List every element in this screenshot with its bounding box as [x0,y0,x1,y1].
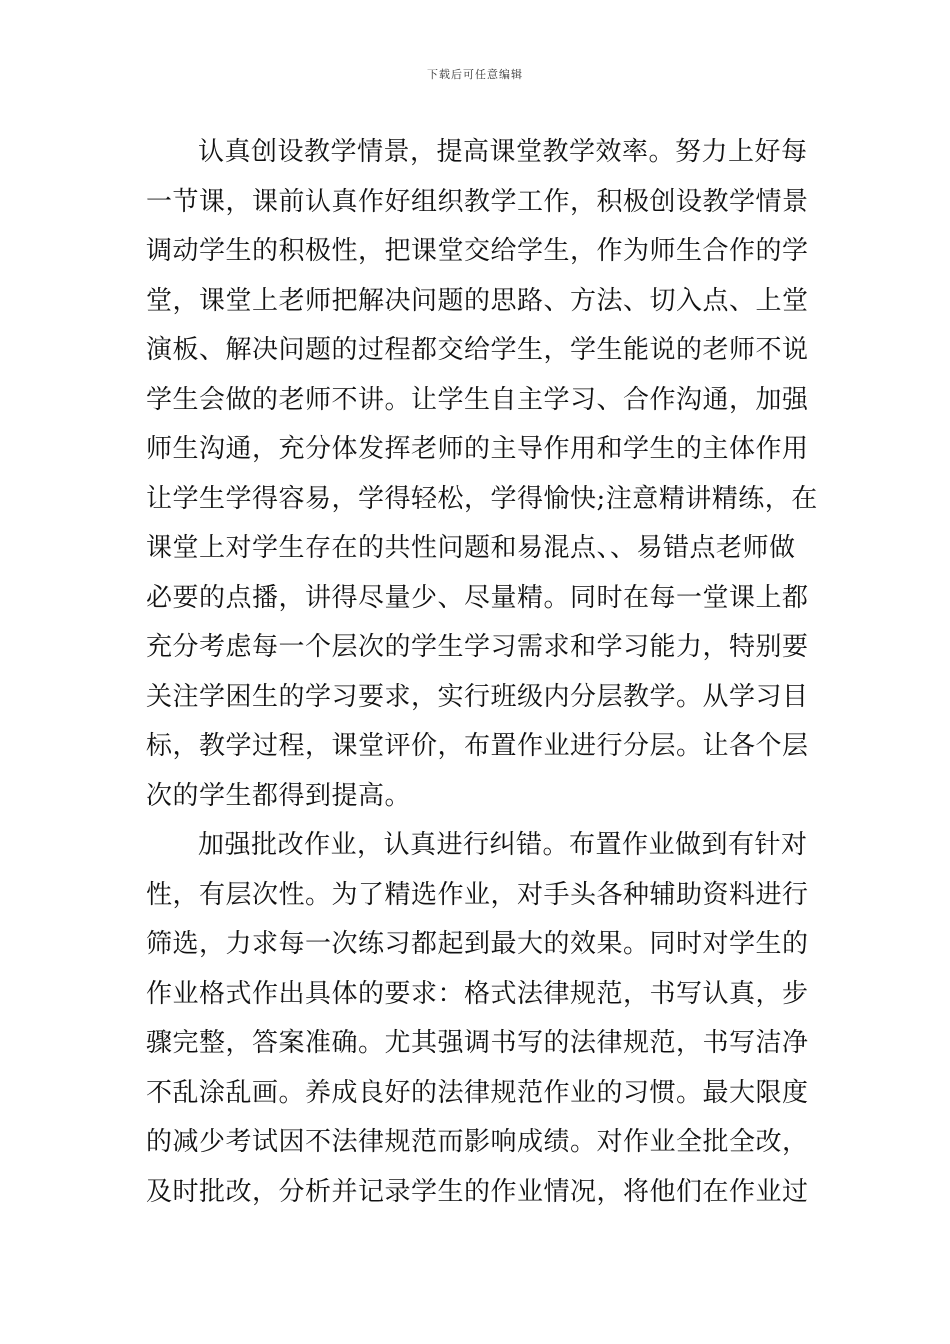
text-line: 作业格式作出具体的要求：格式法律规范，书写认真，步 [146,978,809,1009]
header-note: 下载后可任意编辑 [427,68,523,81]
text-line: 关注学困生的学习要求，实行班级内分层教学。从学习目 [146,681,809,712]
text-line: 必要的点播，讲得尽量少、尽量精。同时在每一堂课上都 [146,582,809,613]
text-line: 筛选，力求每一次练习都起到最大的效果。同时对学生的 [146,929,809,959]
text-line: 的减少考试因不法律规范而影响成绩。对作业全批全改， [146,1127,809,1157]
paragraph-1 [146,128,818,821]
paragraph-2 [146,821,810,1217]
text-line: 让学生学得容易，学得轻松，学得愉快;注意精讲精练，在 [146,483,818,514]
text-line: 师生沟通，充分体发挥老师的主导作用和学生的主体作用 [146,434,809,464]
text-line: 加强批改作业，认真进行纠错。布置作业做到有针对 [198,830,808,860]
text-line: 一节课，课前认真作好组织教学工作，积极创设教学情景 [146,186,809,217]
text-line: 充分考虑每一个层次的学生学习需求和学习能力，特别要 [146,632,809,662]
text-line: 不乱涂乱画。养成良好的法律规范作业的习惯。最大限度 [146,1077,809,1108]
text-line: 学生会做的老师不讲。让学生自主学习、合作沟通，加强 [146,384,809,415]
text-line: 标，教学过程，课堂评价，布置作业进行分层。让各个层 [146,731,809,761]
text-line: 及时批改，分析并记录学生的作业情况，将他们在作业过 [146,1176,809,1207]
text-line: 调动学生的积极性，把课堂交给学生，作为师生合作的学 [146,236,809,266]
text-line: 性，有层次性。为了精选作业，对手头各种辅助资料进行 [146,879,809,910]
text-line: 认真创设教学情景，提高课堂教学效率。努力上好每 [198,137,808,167]
text-line: 骤完整，答案准确。尤其强调书写的法律规范，书写洁净 [146,1028,809,1058]
text-line: 次的学生都得到提高。 [146,780,412,811]
text-line: 演板、解决问题的过程都交给学生，学生能说的老师不说 [146,335,809,365]
body-text [146,128,818,1217]
text-line: 课堂上对学生存在的共性问题和易混点、、易错点老师做 [146,533,796,563]
text-line: 堂，课堂上老师把解决问题的思路、方法、切入点、上堂 [146,285,809,316]
